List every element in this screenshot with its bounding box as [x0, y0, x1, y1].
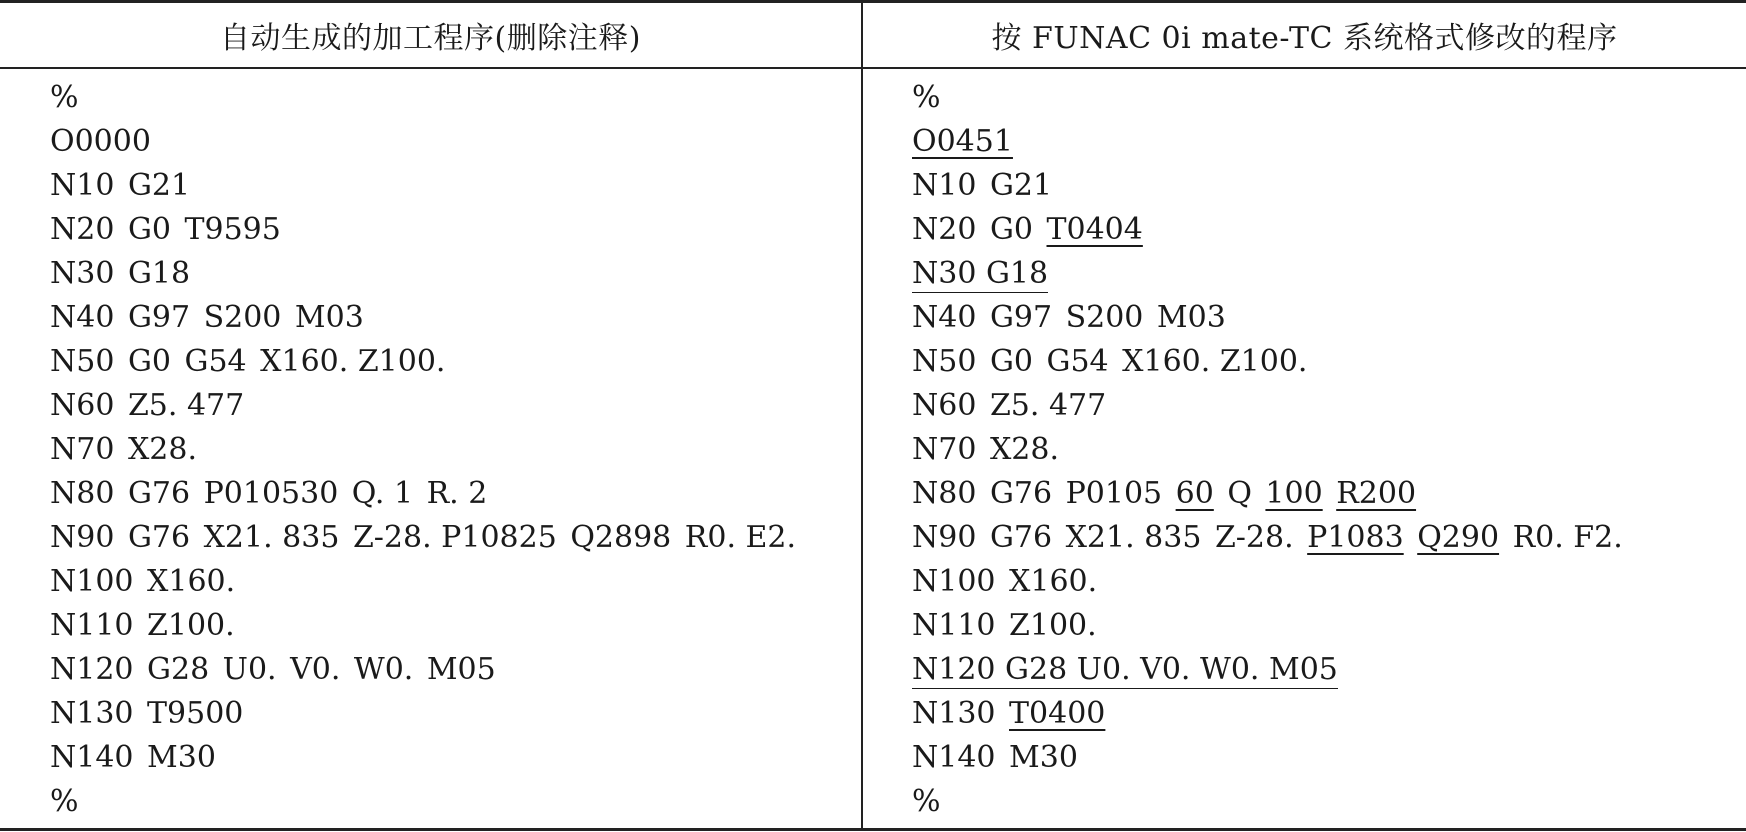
code-token: M30 — [147, 740, 216, 775]
code-token: G97 — [989, 300, 1053, 335]
table-header-rule — [0, 67, 1746, 69]
code-token: G0 — [989, 344, 1033, 379]
code-token: T9500 — [147, 696, 244, 731]
code-token: N80 — [50, 476, 115, 511]
code-token: X160. Z100. — [260, 344, 446, 379]
code-token: G76 — [127, 520, 191, 555]
code-token: Q — [1227, 476, 1252, 511]
modified-code-token: O0451 — [912, 124, 1013, 159]
code-token: G76 — [989, 476, 1053, 511]
program-line — [50, 516, 796, 560]
code-token: N100 — [912, 564, 996, 599]
code-token: Z100. — [147, 608, 235, 643]
code-token: P0105 — [1065, 476, 1163, 511]
code-token: Q2898 — [570, 520, 672, 555]
code-token: Z-28. — [1214, 520, 1294, 555]
code-token: U0. — [222, 652, 277, 687]
program-line — [50, 780, 796, 824]
program-line — [50, 76, 796, 120]
program-line — [912, 472, 1623, 516]
program-line — [912, 604, 1623, 648]
program-line — [50, 164, 796, 208]
code-token: N80 — [912, 476, 977, 511]
program-line — [50, 340, 796, 384]
program-line — [50, 208, 796, 252]
program-line — [50, 384, 796, 428]
code-token: N90 — [50, 520, 115, 555]
program-line — [912, 208, 1623, 252]
code-token: G76 — [127, 476, 191, 511]
program-line — [912, 780, 1623, 824]
auto-generated-program-listing — [50, 76, 796, 824]
code-token: N100 — [50, 564, 134, 599]
code-token: G21 — [989, 168, 1053, 203]
program-line — [912, 516, 1623, 560]
modified-code-token: T0400 — [1009, 696, 1106, 731]
table-bottom-rule — [0, 828, 1746, 831]
code-token: N50 — [912, 344, 977, 379]
code-token: R0. E2. — [684, 520, 797, 555]
code-token: N110 — [50, 608, 134, 643]
code-token: W0. — [353, 652, 414, 687]
program-line — [912, 340, 1623, 384]
code-token: N30 — [50, 256, 115, 291]
code-token: G18 — [127, 256, 191, 291]
program-line — [50, 736, 796, 780]
program-line — [912, 648, 1623, 692]
code-token: X28. — [989, 432, 1060, 467]
program-line — [912, 560, 1623, 604]
code-token: S200 — [203, 300, 282, 335]
modified-code-token: Q290 — [1417, 520, 1500, 555]
code-token: G76 — [989, 520, 1053, 555]
code-token: X160. — [147, 564, 236, 599]
code-token: N50 — [50, 344, 115, 379]
program-line — [50, 560, 796, 604]
modified-code-token: N120 G28 U0. V0. W0. M05 — [912, 652, 1338, 687]
program-line — [50, 604, 796, 648]
modified-code-token: R200 — [1336, 476, 1417, 511]
program-line — [50, 428, 796, 472]
program-line — [912, 252, 1623, 296]
code-token: X28. — [127, 432, 198, 467]
code-token: % — [50, 784, 79, 819]
header-auto-generated-program: 自动生成的加工程序(删除注释) — [220, 21, 641, 56]
code-token: Z100. — [1009, 608, 1097, 643]
code-token: N60 — [912, 388, 977, 423]
code-token: M30 — [1009, 740, 1078, 775]
modified-code-token: 60 — [1175, 476, 1214, 511]
code-token: % — [912, 80, 941, 115]
code-token: X160. Z100. — [1122, 344, 1308, 379]
code-token: N70 — [50, 432, 115, 467]
code-token: X21. 835 — [203, 520, 340, 555]
code-token: G21 — [127, 168, 191, 203]
code-token: R0. F2. — [1512, 520, 1623, 555]
code-token: G54 — [184, 344, 247, 379]
code-token: M05 — [426, 652, 496, 687]
code-token: N90 — [912, 520, 977, 555]
modified-program-listing — [912, 76, 1623, 824]
code-token: Z-28. P10825 — [352, 520, 557, 555]
code-token: N20 — [50, 212, 115, 247]
code-token: R. 2 — [426, 476, 488, 511]
code-token: P010530 — [203, 476, 339, 511]
code-token: G0 — [989, 212, 1033, 247]
program-line — [912, 164, 1623, 208]
program-line — [50, 120, 796, 164]
program-line — [912, 384, 1623, 428]
code-token: N70 — [912, 432, 977, 467]
code-token: N140 — [50, 740, 134, 775]
program-line — [50, 472, 796, 516]
code-token: G0 — [127, 344, 171, 379]
code-token: T9595 — [184, 212, 281, 247]
code-token: X21. 835 — [1065, 520, 1202, 555]
code-token: N110 — [912, 608, 996, 643]
code-token: N140 — [912, 740, 996, 775]
program-line — [912, 120, 1623, 164]
program-line — [912, 76, 1623, 120]
code-token: V0. — [290, 652, 341, 687]
column-divider — [861, 0, 863, 830]
code-token: N40 — [50, 300, 115, 335]
code-token: N10 — [912, 168, 977, 203]
modified-code-token: 100 — [1265, 476, 1323, 511]
program-line — [50, 648, 796, 692]
code-token: Z5. 477 — [989, 388, 1107, 423]
code-token: S200 — [1065, 300, 1144, 335]
code-token: N20 — [912, 212, 977, 247]
code-token: N130 — [50, 696, 134, 731]
program-line — [912, 692, 1623, 736]
program-line — [912, 736, 1623, 780]
code-token: N130 — [912, 696, 996, 731]
program-line — [50, 252, 796, 296]
code-token: % — [50, 80, 79, 115]
code-token: N60 — [50, 388, 115, 423]
code-token: N40 — [912, 300, 977, 335]
header-modified-program: 按 FUNAC 0i mate-TC 系统格式修改的程序 — [991, 21, 1618, 56]
modified-code-token: P1083 — [1307, 520, 1404, 555]
program-line — [912, 428, 1623, 472]
code-token: G54 — [1046, 344, 1109, 379]
modified-code-token: N30 G18 — [912, 256, 1049, 291]
code-token: Q. 1 — [351, 476, 414, 511]
code-token: O0000 — [50, 124, 151, 159]
program-line — [50, 296, 796, 340]
code-token: % — [912, 784, 941, 819]
modified-code-token: T0404 — [1046, 212, 1143, 247]
code-token: N10 — [50, 168, 115, 203]
code-token: M03 — [294, 300, 364, 335]
code-token: G97 — [127, 300, 191, 335]
code-token: M03 — [1156, 300, 1226, 335]
program-line — [50, 692, 796, 736]
code-token: Z5. 477 — [127, 388, 245, 423]
code-token: G28 — [147, 652, 210, 687]
code-token: N120 — [50, 652, 134, 687]
code-token: X160. — [1009, 564, 1098, 599]
code-token: G0 — [127, 212, 171, 247]
program-line — [912, 296, 1623, 340]
